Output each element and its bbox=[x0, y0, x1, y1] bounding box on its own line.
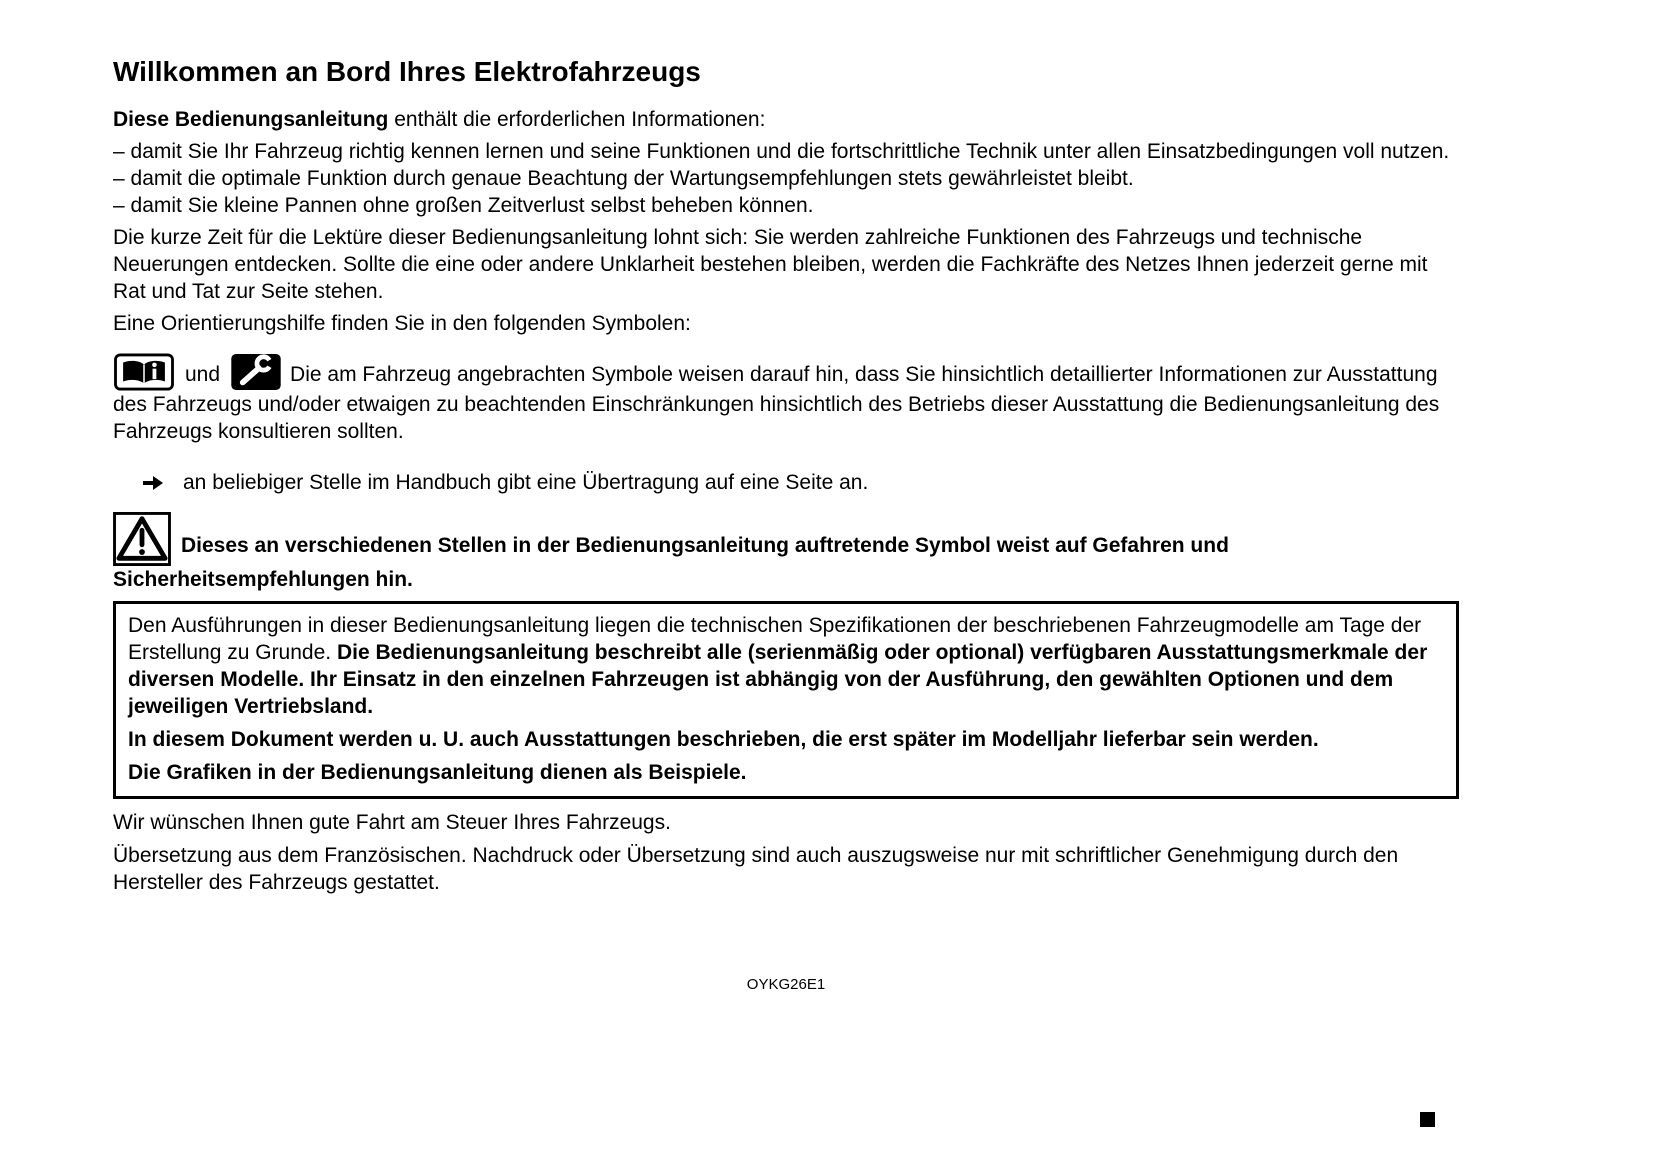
closing-paragraph: Wir wünschen Ihnen gute Fahrt am Steuer Ihres Fahrzeugs. bbox=[113, 811, 671, 834]
document-code: OYKG26E1 bbox=[746, 976, 826, 993]
wrench-icon bbox=[230, 353, 282, 391]
page-content bbox=[113, 56, 1459, 994]
notice-p2-bold: In diesem Dokument werden u. U. auch Ausstattungen beschrieben, die erst später im Modelljahr lieferbar sein werden. bbox=[128, 728, 1319, 751]
und-label: und bbox=[185, 363, 221, 386]
notice-p3-bold: Die Grafiken in der Bedienungsanleitung dienen als Beispiele. bbox=[128, 761, 747, 784]
notice-paragraph-3 bbox=[128, 759, 1444, 786]
reading-paragraph: Die kurze Zeit für die Lektüre dieser Bedienungsanleitung lohnt sich: Sie werden zahlreiche Funktionen des Fahrzeugs und technische Neuerungen entdecken. Sollte die eine oder andere Unklarheit bestehen bleiben, werden die Fachkräfte des Netzes Ihnen jederzeit gerne mit Rat und Tat zur Seite stehen. bbox=[113, 226, 1428, 303]
warning-text: Dieses an verschiedenen Stellen in der Bedienungsanleitung auftretende Symbol weist auf Gefahren und Sicherheitsempfehlungen hin. bbox=[113, 534, 1229, 591]
bullet-item: – damit Sie Ihr Fahrzeug richtig kennen lernen und seine Funktionen und die fortschrittliche Technik unter allen Einsatzbedingungen voll nutzen. bbox=[113, 140, 1450, 163]
symbols-intro-paragraph: Eine Orientierungshilfe finden Sie in den folgenden Symbolen: bbox=[113, 312, 691, 335]
notice-p1-bold: Die Bedienungsanleitung beschreibt alle (serienmäßig oder optional) verfügbaren Ausstattungsmerkmale der diversen Modelle. Ihr Einsatz in den einzelnen Fahrzeugen ist abhängig von der Ausführung, den gewählten Optionen und dem jeweiligen Vertriebsland. bbox=[128, 641, 1428, 718]
bullet-item: – damit die optimale Funktion durch genaue Beachtung der Wartungsempfehlungen stets gewährleistet bleibt. bbox=[113, 167, 1134, 190]
copyright-paragraph: Übersetzung aus dem Französischen. Nachdruck oder Übersetzung sind auch auszugsweise nur mit schriftlicher Genehmigung durch den Hersteller des Fahrzeugs gestattet. bbox=[113, 844, 1399, 894]
intro-rest: enthält die erforderlichen Informationen: bbox=[388, 108, 766, 131]
bullet-item: – damit Sie kleine Pannen ohne großen Zeitverlust selbst beheben können. bbox=[113, 194, 814, 217]
symbols-paragraph bbox=[113, 353, 1459, 445]
page-reference-arrow-icon bbox=[141, 474, 165, 492]
page-end-marker bbox=[1420, 1112, 1435, 1127]
bullet-list bbox=[113, 138, 1459, 219]
symbols-text: Die am Fahrzeug angebrachten Symbole weisen darauf hin, dass Sie hinsichtlich detaillierter Informationen zur Ausstattung des Fahrzeugs und/oder etwaigen zu beachtenden Einschränkungen hinsichtlich des Betriebs dieser Ausstattung die Bedienungsanleitung des Fahrzeugs konsultieren sollten. bbox=[113, 363, 1440, 443]
page-title: Willkommen an Bord Ihres Elektrofahrzeugs bbox=[113, 56, 701, 87]
intro-lead-bold: Diese Bedienungsanleitung bbox=[113, 108, 389, 131]
arrow-reference-line bbox=[113, 469, 1459, 496]
notice-paragraph-1 bbox=[128, 612, 1444, 720]
notice-p1-regular: Den Ausführungen in dieser Bedienungsanleitung liegen die technischen Spezifikationen der beschriebenen Fahrzeugmodelle am Tage der Erstellung zu Grunde. bbox=[128, 614, 1422, 664]
arrow-line-text: an beliebiger Stelle im Handbuch gibt eine Übertragung auf eine Seite an. bbox=[183, 471, 869, 494]
warning-triangle-icon bbox=[113, 512, 171, 566]
notice-paragraph-2 bbox=[128, 726, 1444, 753]
warning-paragraph bbox=[113, 512, 1459, 593]
notice-box bbox=[113, 601, 1459, 799]
intro-paragraph bbox=[113, 106, 1459, 133]
manual-book-icon bbox=[113, 353, 175, 391]
